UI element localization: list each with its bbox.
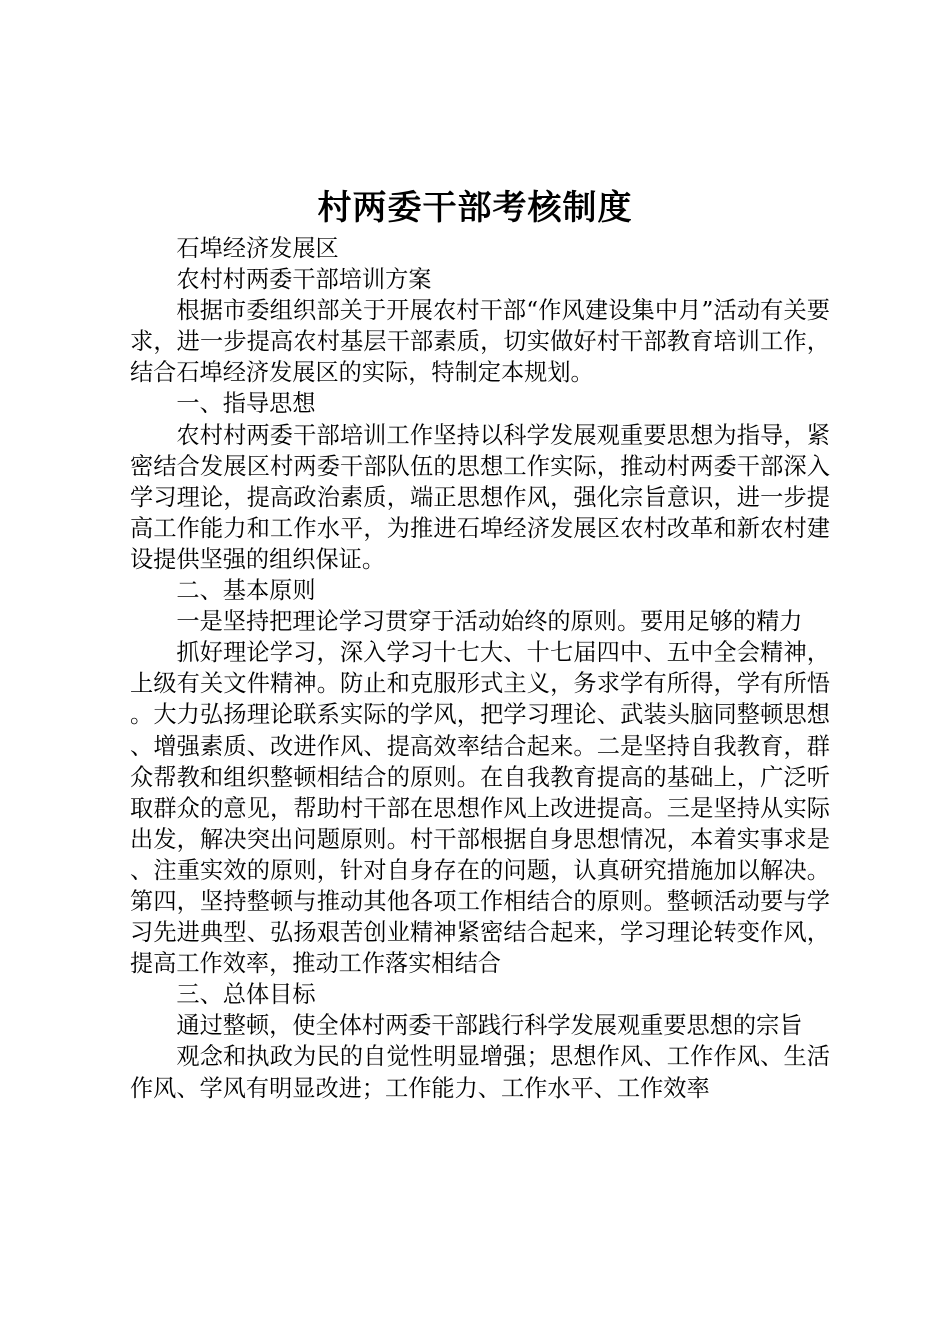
paragraph-goal-intro: 通过整顿，使全体村两委干部践行科学发展观重要思想的宗旨 — [176, 1012, 803, 1040]
paragraph-principles-detail: 抓好理论学习，深入学习十七大、十七届四中、五中全会精神，上级有关文件精神。防止和克服形式主义，务求学有所得，学有所悟。大力弘扬理论联系实际的学风，把学习理论、武装头脑同整顿思想、增强素质、改进作风、提高效率结合起来。二是坚持自我教育，群众帮教和组织整顿相结合的原则。在自我教育提高的基础上，广泛听取群众的意见，帮助村干部在思想作风上改进提高。三是坚持从实际出发，解决突出问题原则。村干部根据自身思想情况，本着实事求是、注重实效的原则，针对自身存在的问题，认真研究措施加以解决。第四，坚持整顿与推动其他各项工作相结合的原则。整顿活动要与学习先进典型、弘扬艰苦创业精神紧密结合起来，学习理论转变作风，提高工作效率，推动工作落实相结合 — [130, 639, 830, 978]
section-heading-basic-principles: 二、基本原则 — [176, 577, 316, 605]
section-heading-overall-goal: 三、总体目标 — [176, 981, 316, 1009]
paragraph-principle-one: 一是坚持把理论学习贯穿于活动始终的原则。要用足够的精力 — [176, 608, 803, 636]
paragraph-goal-detail: 观念和执政为民的自觉性明显增强；思想作风、工作作风、生活作风、学风有明显改进；工作能力、工作水平、工作效率 — [130, 1043, 830, 1102]
paragraph-plan-name: 农村村两委干部培训方案 — [176, 266, 432, 294]
paragraph-guiding-thought: 农村村两委干部培训工作坚持以科学发展观重要思想为指导，紧密结合发展区村两委干部队伍的思想工作实际，推动村两委干部深入学习理论，提高政治素质，端正思想作风，强化宗旨意识，进一步提高工作能力和工作水平，为推进石埠经济发展区农村改革和新农村建设提供坚强的组织保证。 — [130, 421, 830, 573]
paragraph-intro: 根据市委组织部关于开展农村干部“作风建设集中月”活动有关要求，进一步提高农村基层干部素质，切实做好村干部教育培训工作，结合石埠经济发展区的实际，特制定本规划。 — [130, 297, 830, 387]
paragraph-org-name: 石埠经济发展区 — [176, 235, 339, 262]
document-body — [130, 233, 830, 1104]
document-title: 村两委干部考核制度 — [317, 188, 633, 228]
section-heading-guiding-thought: 一、指导思想 — [176, 390, 316, 418]
